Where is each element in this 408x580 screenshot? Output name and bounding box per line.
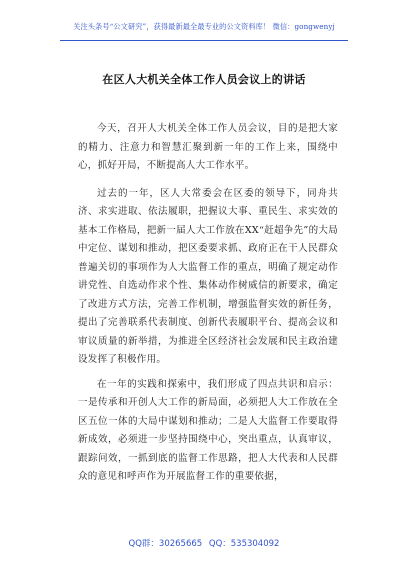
paragraph-1: 今天，召开人大机关全体工作人员会议，目的是把大家的精力、注意力和智慧汇聚到新一年的工作上来，围绕中心，抓好开局，不断提高人大工作水平。 (78, 123, 338, 171)
footer-contact (0, 537, 408, 549)
paragraph-2: 过去的一年，区人大常委会在区委的领导下，同舟共济、求实进取、依法履职，把握议大事、重民生、求实效的基本工作格局，把新一届人大工作放在XX“赶超争先”的大局中定位、谋划和推动，把区委要求抓、政府正在干人民群众普遍关切的事项作为人大监督工作的重点，明确了规定动作讲党性、自选动作求个性、集体动作树威信的新要求，确定了改进方式方法，完善工作机制，增强监督实效的新任务，提出了完善联系代表制度、创新代表履职平台、提高会议和审议质量的新举措，为推进全区经济社会发展和民主政治建设发挥了积极作用。 (78, 187, 338, 365)
document-body (78, 120, 338, 487)
document-title: 在区人大机关全体工作人员会议上的讲话 (102, 73, 306, 86)
footer-qq-group: QQ群：30265665 (128, 539, 203, 549)
header-note: 关注头条号“公文研究”，获得最新最全最专业的公文资料库！ 微信：gongwenyj (73, 22, 335, 31)
header-divider (60, 40, 348, 41)
footer-qq-number: QQ：535304092 (208, 539, 280, 549)
paragraph-3: 在一年的实践和探索中，我们形成了四点共识和启示：一是传承和开创人大工作的新局面，必须把人大工作放在全区五位一体的大局中谋划和推动；二是人大监督工作要取得新成效，必须进一步坚持围绕中心，突出重点，认真审议，跟踪问效，一抓到底的监督工作思路，把人大代表和人民群众的意见和呼声作为开展监督工作的重要依据， (78, 378, 338, 482)
